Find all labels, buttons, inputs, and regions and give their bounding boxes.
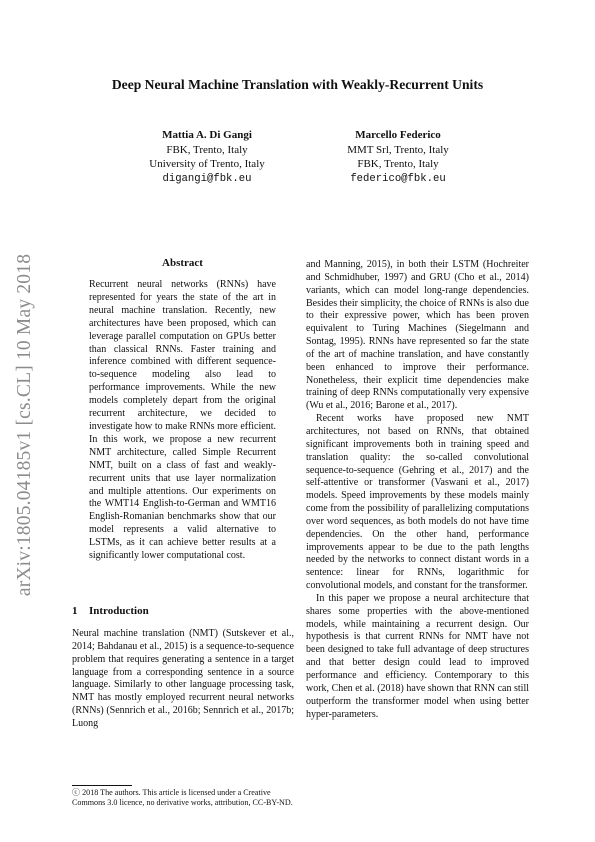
author-2 [308, 128, 488, 186]
arxiv-identifier-text: arXiv:1805.04185v1 [cs.CL] 10 May 2018 [14, 253, 35, 597]
author-email: federico@fbk.eu [350, 172, 446, 185]
author-affiliation: MMT Srl, Trento, Italy [347, 143, 449, 156]
right-column [306, 259, 529, 721]
author-1 [117, 128, 297, 186]
arxiv-identifier [8, 245, 42, 605]
author-name: Mattia A. Di Gangi [162, 129, 252, 141]
body-paragraph: In this paper we propose a neural architecture that shares some properties with the above-mentioned models, while maintaining a recurrent design. Our hypothesis is that current RNNs for NMT have not been designed to take full advantage of deep structures and that better design could lead to improved performance and efficiency. Contemporary to this work, Chen et al. (2018) have shown that RNN can still outperform the transformer model when using better hyper-parameters. [306, 592, 529, 720]
author-affiliation: University of Trento, Italy [149, 158, 265, 170]
section-title: Introduction [89, 605, 149, 617]
body-paragraph: Recent works have proposed new NMT architectures, not based on RNNs, that obtained significant improvements both in training speed and translation quality: the so-called convolutional sequence-to-sequence (Gehring et al., 2017) and the self-attentive or transformer (Vaswani et al., 2017) models. Speed improvements by these models mainly come from the possibility of parallelizing computations over word sequences, as both models do not have time dependencies. On the other hand, performance improvements appear to be due to the path lengths needed by the networks to connect distant words in a sentence: linear for RNNs, logarithmic for convolutional models, and constant for the transformer. [306, 413, 529, 592]
body-paragraph: and Manning, 2015), in both their LSTM (Hochreiter and Schmidhuber, 1997) and GRU (Cho et al., 2014) variants, which can model long-range dependencies. Besides their simplicity, the choice of RNNs is also due to their expressive power, which has been proven equivalent to Turing Machines (Siegelmann and Sontag, 1995). RNNs have represented so far the state of the art of machine translation, and have constantly been enhanced to improve their performance. Nonetheless, their explicit time dependencies make training of deep RNNs computationally very expensive (Wu et al., 2016; Barone et al., 2017). [306, 259, 529, 412]
abstract-heading: Abstract [162, 257, 203, 269]
author-email: digangi@fbk.eu [162, 172, 252, 185]
intro-paragraph: Neural machine translation (NMT) (Sutskever et al., 2014; Bahdanau et al., 2015) is a sequence-to-sequence problem that requires generating a sentence in a target language from a corresponding sentence in a source language. Similarly to other language processing task, NMT has mostly employed recurrent neural networks (RNNs) (Sennrich et al., 2016b; Sennrich et al., 2017b; Luong [72, 628, 294, 729]
author-affiliation: FBK, Trento, Italy [166, 143, 248, 156]
abstract-body: Recurrent neural networks (RNNs) have represented for years the state of the art in neural machine translation. Recently, new architectures have been proposed, which can leverage parallel computation on GPUs better than classical RNNs. Faster training and inference combined with different sequence-to-sequence modeling also lead to performance improvements. While the new models completely depart from the original recurrent architecture, we decided to investigate how to make RNNs more efficient. In this work, we propose a new recurrent NMT architecture, called Simple Recurrent NMT, built on a class of fast and weakly-recurrent units that use layer normalization and multiple attentions. Our experiments on the WMT14 English-to-German and WMT16 English-Romanian benchmarks show that our model represents a valid alternative to LSTMs, as it can achieve better results at a significantly lower computational cost. [89, 279, 276, 562]
author-name: Marcello Federico [355, 129, 441, 141]
section-number: 1 [72, 605, 78, 617]
section-heading [72, 605, 149, 617]
footnote-rule [72, 785, 132, 786]
paper-title: Deep Neural Machine Translation with Weakly-Recurrent Units [111, 77, 484, 92]
author-affiliation: FBK, Trento, Italy [357, 158, 439, 170]
footnote: ⓒ 2018 The authors. This article is licensed under a Creative Commons 3.0 licence, no derivative works, attribution, CC-BY-ND. [72, 788, 293, 808]
